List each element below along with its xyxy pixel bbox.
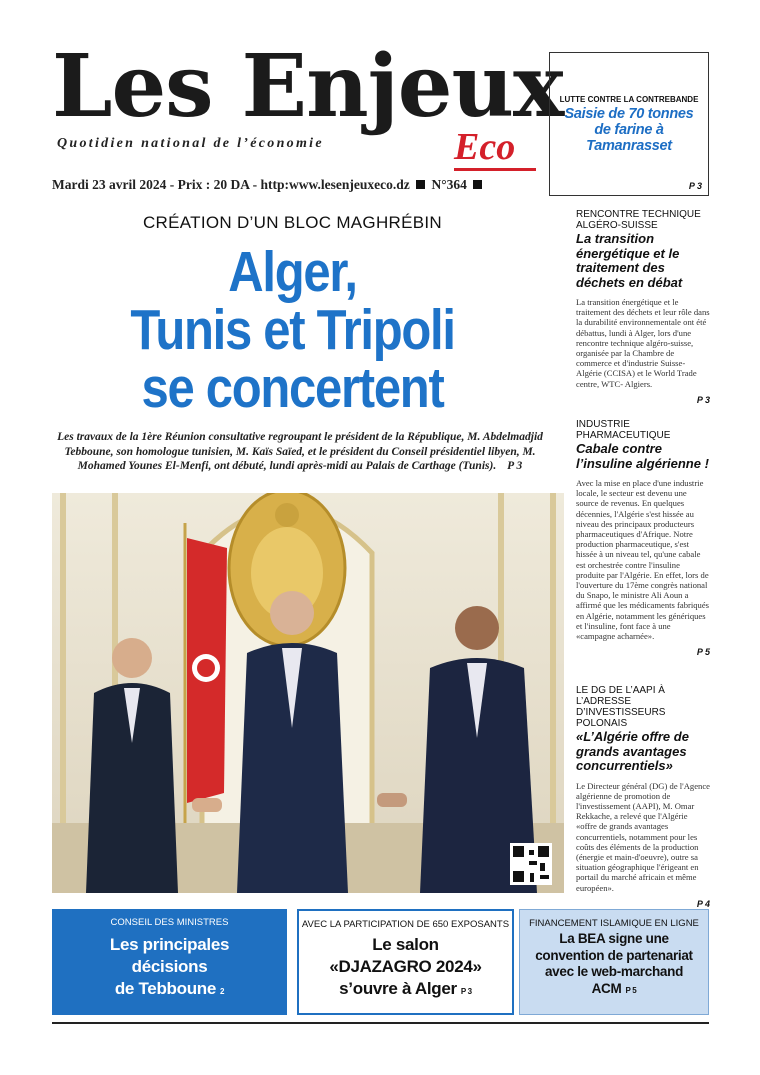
lead-text: Les travaux de la 1ère Réunion consultative regroupant le président de la République, M. Abdelmadjid Tebboune, son homologue tunisien, M. Kaïs Saïed, et le président du Conseil présidentiel libyen, M. Mohamed Younes El-Menfi, ont débuté, lundi après-midi au Palais de Carthage (Tunis). — [57, 431, 543, 472]
headline-text: de Tebboune — [114, 979, 217, 998]
sidebar-kicker: INDUSTRIE PHARMACEUTIQUE — [576, 419, 671, 441]
headline-line: convention de partenariat — [535, 947, 693, 963]
bottom-box-page: 2 — [220, 987, 225, 996]
masthead-info-line — [52, 177, 485, 193]
masthead-title: Les Enjeux — [52, 36, 564, 137]
main-story-headline[interactable] — [88, 240, 497, 420]
sidebar-headline: La transition énergétique et le traitement des déchets en débat — [576, 231, 683, 290]
issue-number: N°364 — [431, 177, 467, 192]
sidebar-body: La transition énergétique et le traitement des déchets et leur rôle dans la durabilité environnementale ont été débattus, lundi à Alger, lors d'une rencontre technique algéro-suisse, organisée par la Chambre de commerce et d'industrie Suisse-Algérie (CCISA) et le World Trade centre, WTC- Algiers. — [576, 297, 710, 389]
main-story-photo — [52, 493, 564, 893]
main-headline-line: Tunis et Tripoli — [130, 298, 455, 362]
top-teaser-kicker: LUTTE CONTRE LA CONTREBANDE — [559, 95, 699, 104]
lead-page: P 3 — [507, 460, 523, 472]
sidebar-kicker: RENCONTRE TECHNIQUE ALGÉRO-SUISSE — [576, 209, 701, 231]
bottom-box-page: P 3 — [460, 987, 472, 996]
bottom-box-headline — [52, 934, 287, 1003]
masthead-tagline: Quotidien national de l’économie — [57, 136, 324, 151]
headline-line — [520, 981, 708, 1000]
bottom-box-headline — [520, 931, 708, 999]
sidebar-body: Avec la mise en place d'une industrie locale, le secteur est devenu une source de revenus. En quelques décennies, l'Algérie s'est hissée au niveau des principaux producteurs pharmaceutiques d'Afrique. Notre production pharmaceutique, s'est hissée à un niveau tel, qu'une cabale est orchestrée contre l'insuline produite par l'Algérie. En effet, lors de l'ouverture du 17ème congrès national du Snapo, le ministre Ali Aoun a affirmé que les médicaments fabriqués en Algérie, notamment les génériques et l'insuline, font face à une «campagne acharnée». — [576, 478, 709, 642]
headline-line: Les principales — [109, 935, 230, 954]
eco-underline — [454, 168, 536, 171]
top-teaser-page: P 3 — [688, 181, 702, 191]
main-headline-line: Alger, — [228, 240, 357, 304]
square-bullet-icon — [473, 180, 482, 189]
bottom-box-bea[interactable] — [519, 909, 709, 1015]
leaders-photo-illustration — [52, 493, 564, 893]
top-teaser-box[interactable] — [549, 52, 709, 196]
bottom-divider — [52, 1022, 709, 1024]
top-teaser-headline: Saisie de 70 tonnes de farine à Tamanrasset — [564, 106, 694, 154]
sidebar-page: P 4 — [696, 898, 710, 909]
headline-line — [299, 978, 512, 1003]
sidebar-body: Le Directeur général (DG) de l'Agence algérienne de promotion de l'investissement (AAPI), M. Omar Rekkache, a relevé que l'Algérie «offre de grands avantages concurrentiels, notamment pour les coûts des éléments de la production (énergie et main-d'oeuvre), outre sa situation géographique l'érigeant en portail du marché africain et même européen». — [576, 780, 710, 893]
headline-line: décisions — [131, 957, 208, 976]
sidebar-article[interactable] — [576, 419, 710, 657]
sidebar-headline: Cabale contre l’insuline algérienne ! — [576, 441, 709, 471]
headline-line — [52, 978, 287, 1003]
sidebar-kicker: LE DG DE L’AAPI À L’ADRESSE D’INVESTISSEURS POLONAIS — [576, 685, 666, 729]
bottom-box-conseil[interactable] — [52, 909, 287, 1015]
main-story-overline: CRÉATION D’UN BLOC MAGHRÉBIN — [142, 213, 442, 232]
headline-line: La BEA signe une — [559, 931, 669, 946]
masthead-eco-logo: Eco — [454, 126, 516, 168]
sidebar-page: P 5 — [696, 647, 710, 658]
date-price-text: Mardi 23 avril 2024 - Prix : 20 DA - http:www.lesenjeuxeco.dz — [52, 177, 410, 192]
sidebar-headline: «L’Algérie offre de grands avantages concurrentiels» — [576, 729, 689, 773]
bottom-box-kicker: CONSEIL DES MINISTRES — [110, 917, 229, 928]
headline-text: s’ouvre à Alger — [339, 979, 457, 998]
main-headline-line: se concertent — [141, 356, 444, 420]
headline-line: Le salon — [372, 935, 439, 954]
bottom-box-page: P 5 — [625, 985, 637, 995]
sidebar-article[interactable] — [576, 685, 710, 909]
bottom-box-kicker: AVEC LA PARTICIPATION DE 650 EXPOSANTS — [301, 919, 510, 930]
headline-text: ACM — [591, 980, 622, 996]
headline-line: «DJAZAGRO 2024» — [329, 957, 482, 976]
square-bullet-icon — [416, 180, 425, 189]
bottom-box-djazagro[interactable] — [297, 909, 514, 1015]
bottom-box-kicker: FINANCEMENT ISLAMIQUE EN LIGNE — [529, 918, 699, 929]
main-story-lead — [55, 430, 545, 474]
bottom-box-headline — [299, 934, 512, 1003]
sidebar-article[interactable] — [576, 209, 710, 405]
headline-line: avec le web-marchand — [544, 964, 684, 979]
sidebar-page: P 3 — [696, 394, 710, 405]
